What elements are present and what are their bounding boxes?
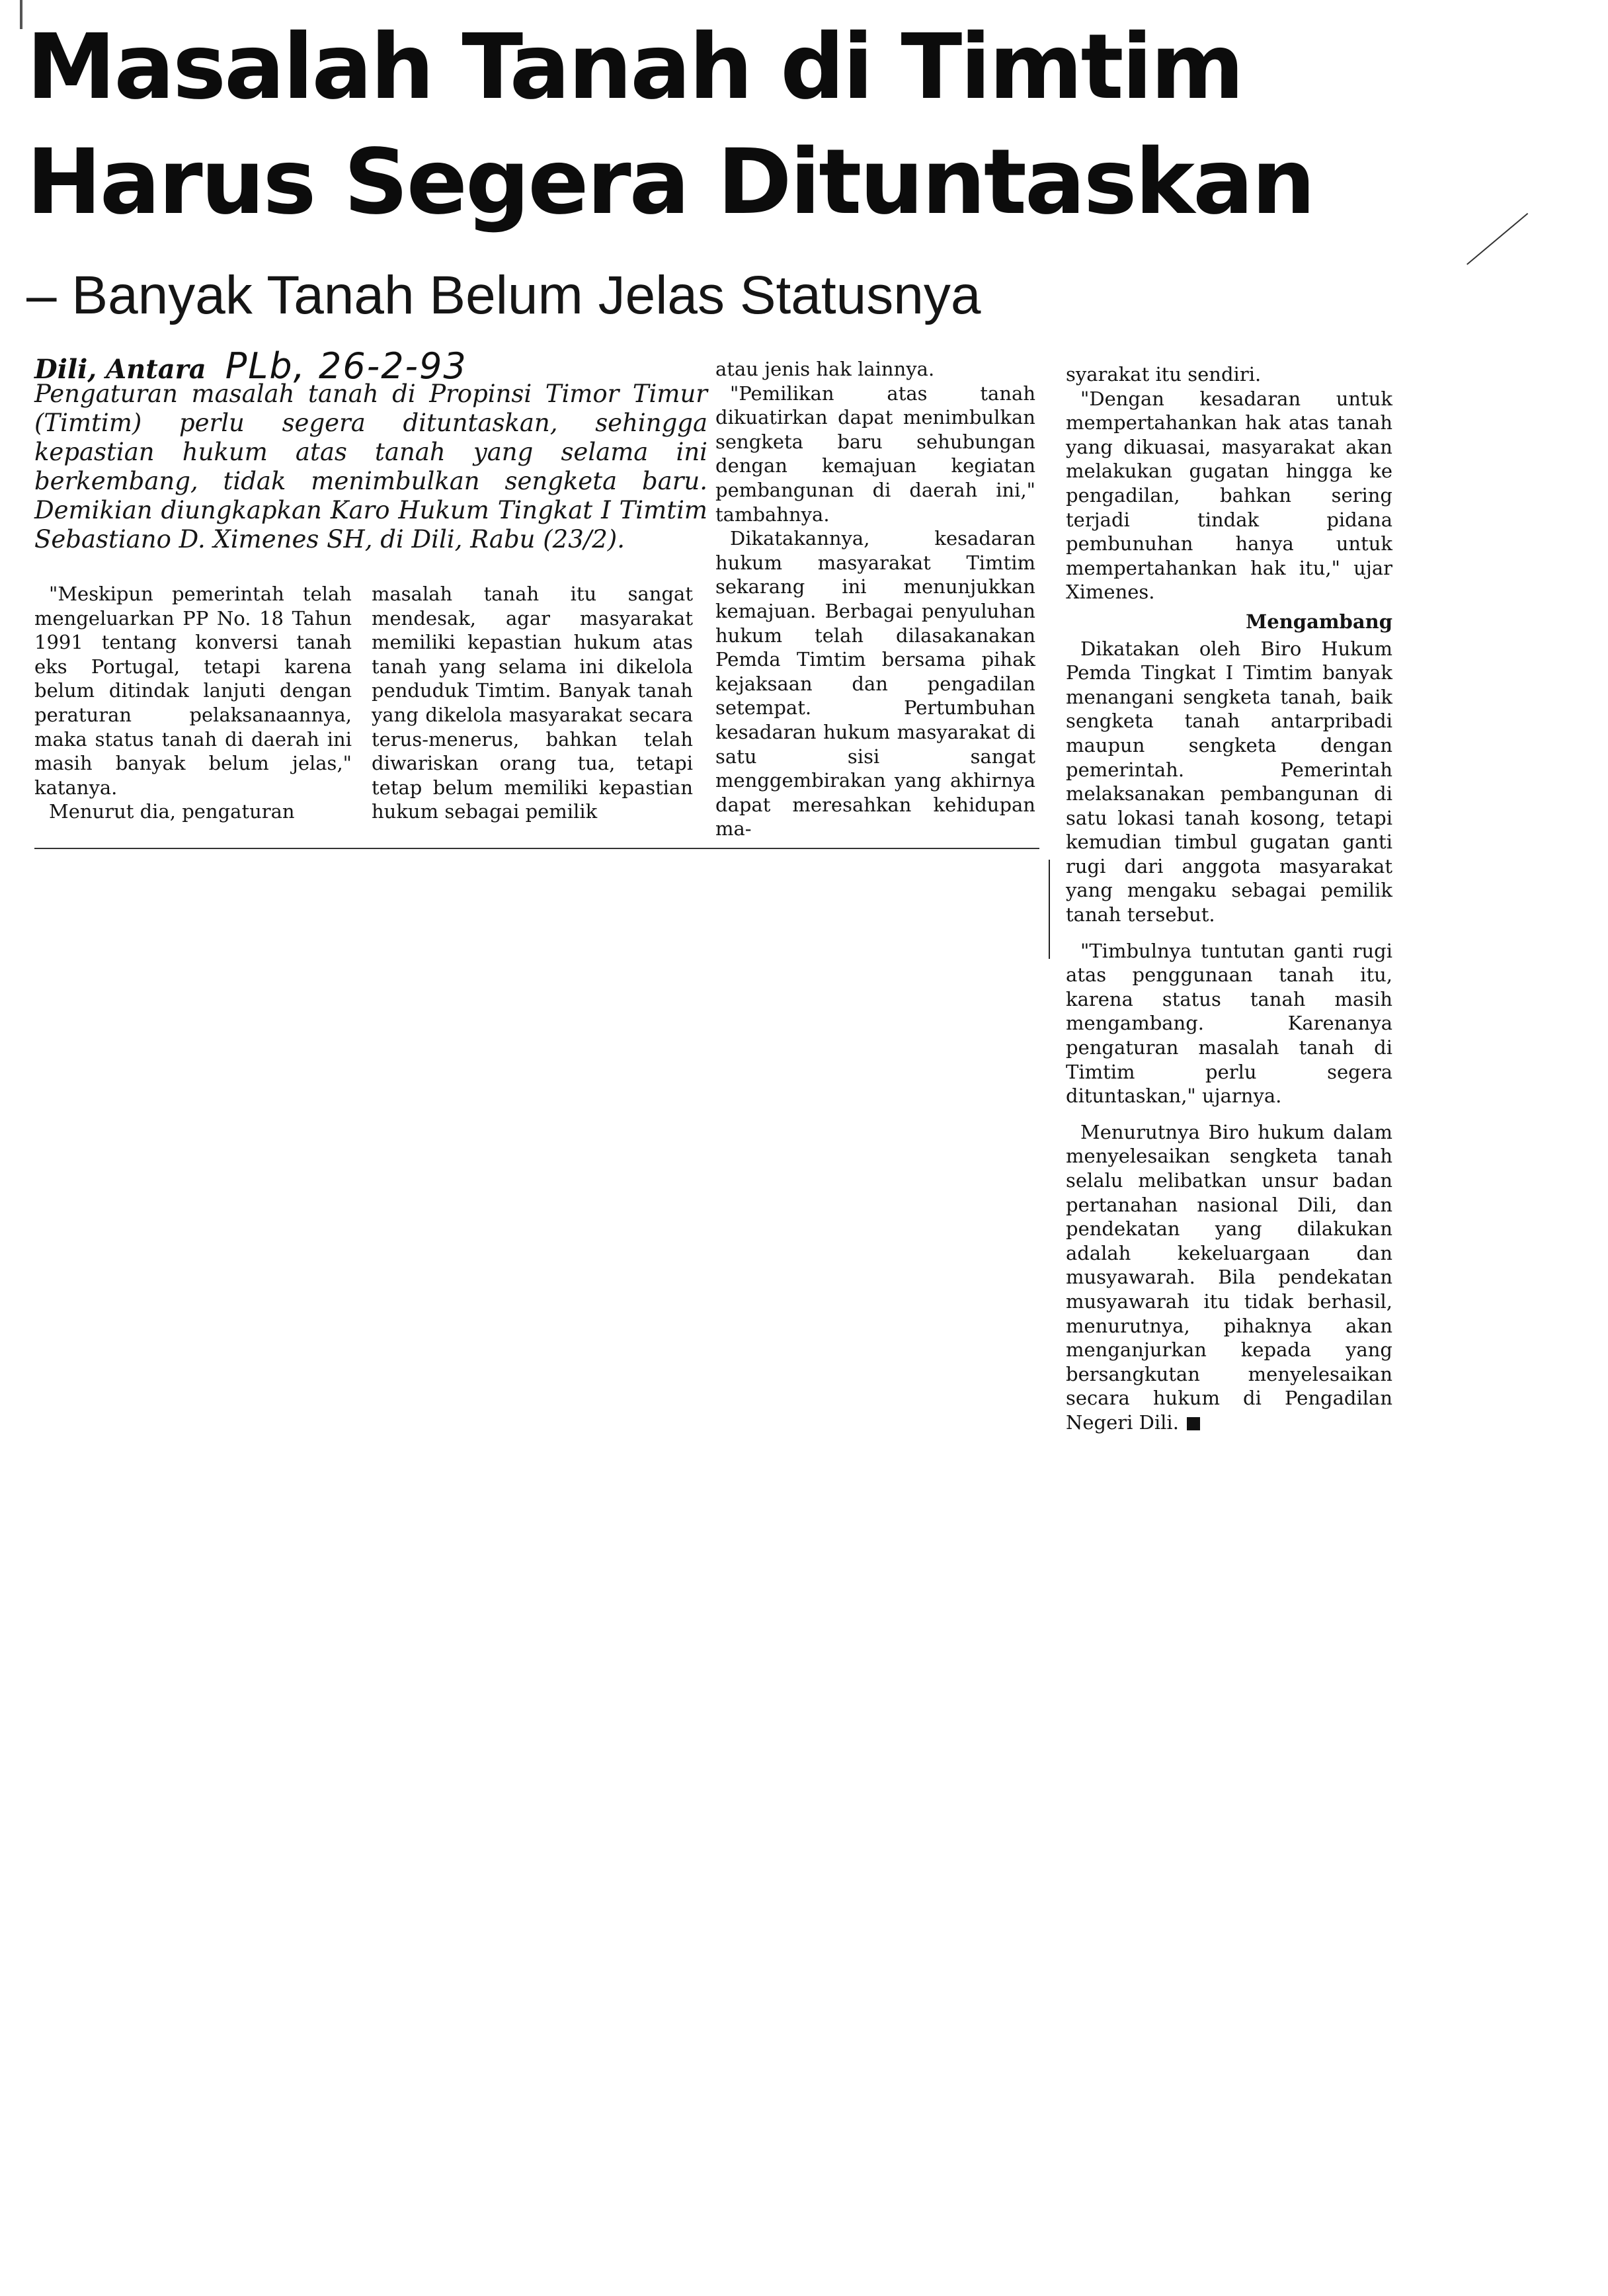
lead-paragraph: Pengaturan masalah tanah di Propinsi Timor Timur (Timtim) perlu segera dituntaskan, sehingga kepastian hukum atas tanah yang selama ini berkembang, tidak menimbulkan sengketa baru. Demikian diungkapkan Karo Hukum Tingkat I Timtim Sebastiano D. Ximenes SH, di Dili, Rabu (23/2). (34, 380, 707, 554)
paragraph: masalah tanah itu sangat mendesak, agar masyarakat memiliki kepastian hukum atas tanah yang selama ini dikelola penduduk Timtim. Banyak tanah yang dikelola masyarakat secara terus-menerus, bahkan telah diwariskan orang tua, tetapi tetap belum memiliki kepastian hukum sebagai pemilik (372, 583, 693, 823)
handwritten-date-note: PLb, 26-2-93 (225, 345, 467, 387)
paragraph: Menurut dia, pengaturan (49, 800, 295, 823)
paragraph: atau jenis hak lainnya. (715, 358, 935, 380)
scan-edge-mark (20, 0, 22, 29)
dateline-source: Dili, Antara (34, 354, 206, 385)
paragraph: "Timbulnya tuntutan ganti rugi atas penggunaan tanah itu, karena status tanah masih mengambang. Karenanya pengaturan masalah tanah di Timtim perlu segera dituntaskan," ujarnya. (1066, 939, 1392, 1108)
article-column-3 (715, 357, 1035, 841)
headline-line-2: Harus Segera Dituntaskan (26, 130, 1314, 235)
paragraph: Dikatakannya, kesadaran hukum masyarakat Timtim sekarang ini menunjukkan kemajuan. Berbagai penyuluhan hukum telah dilasakanakan Pemda Timtim bersama pihak kejaksaan dan pengadilan setempat. Pertumbuhan kesadaran hukum masyarakat di satu sisi sangat menggembirakan yang akhirnya dapat meresahkan kehidupan ma- (715, 527, 1035, 840)
paragraph: "Dengan kesadaran untuk mempertahankan hak atas tanah yang dikuasai, masyarakat akan melakukan gugatan hingga ke pengadilan, bahkan sering terjadi tindak pidana pembunuhan hanya untuk mempertahankan hak itu," ujar Ximenes. (1066, 387, 1392, 604)
column-bottom-rule (34, 848, 1039, 849)
column-divider (1049, 860, 1050, 959)
paragraph (1066, 1120, 1392, 1435)
paragraph: "Meskipun pemerintah telah mengeluarkan PP No. 18 Tahun 1991 tentang konversi tanah eks Portugal, tetapi karena belum ditindak lanjuti dengan peraturan pelaksanaannya, maka status tanah di daerah ini masih banyak belum jelas," katanya. (34, 583, 352, 799)
paragraph-text: Menurutnya Biro hukum dalam menyelesaikan sengketa tanah selalu melibatkan unsur badan pertanahan nasional Dili, dan pendekatan yang dilakukan adalah kekeluargaan dan musyawarah. Bila pendekatan musyawarah itu tidak berhasil, menurutnya, pihaknya akan menganjurkan kepada yang bersangkutan menyelesaikan secara hukum di Pengadilan Negeri Dili. (1066, 1120, 1392, 1434)
paragraph: "Pemilikan atas tanah dikuatirkan dapat menimbulkan sengketa baru sehubungan dengan kemajuan kegiatan pembangunan di daerah ini," tambahnya. (715, 382, 1035, 526)
paragraph: Dikatakan oleh Biro Hukum Pemda Tingkat I Timtim banyak menangani sengketa tanah, baik sengketa tanah antarpribadi maupun sengketa dengan pemerintah. Pemerintah melaksanakan pembangunan di satu lokasi tanah kosong, tetapi kemudian timbul gugatan ganti rugi dari anggota masyarakat yang mengaku sebagai pemilik tanah tersebut. (1066, 637, 1392, 926)
article-column-1 (34, 582, 352, 824)
end-of-article-mark (1187, 1417, 1200, 1430)
headline-line-1: Masalah Tanah di Timtim (26, 15, 1242, 120)
margin-pen-mark (1467, 213, 1528, 265)
article-column-4 (1066, 362, 1392, 1435)
article-column-2 (372, 582, 693, 824)
section-subheading: Mengambang (1246, 610, 1392, 633)
paragraph: syarakat itu sendiri. (1066, 363, 1262, 386)
subheadline: – Banyak Tanah Belum Jelas Statusnya (26, 265, 981, 325)
